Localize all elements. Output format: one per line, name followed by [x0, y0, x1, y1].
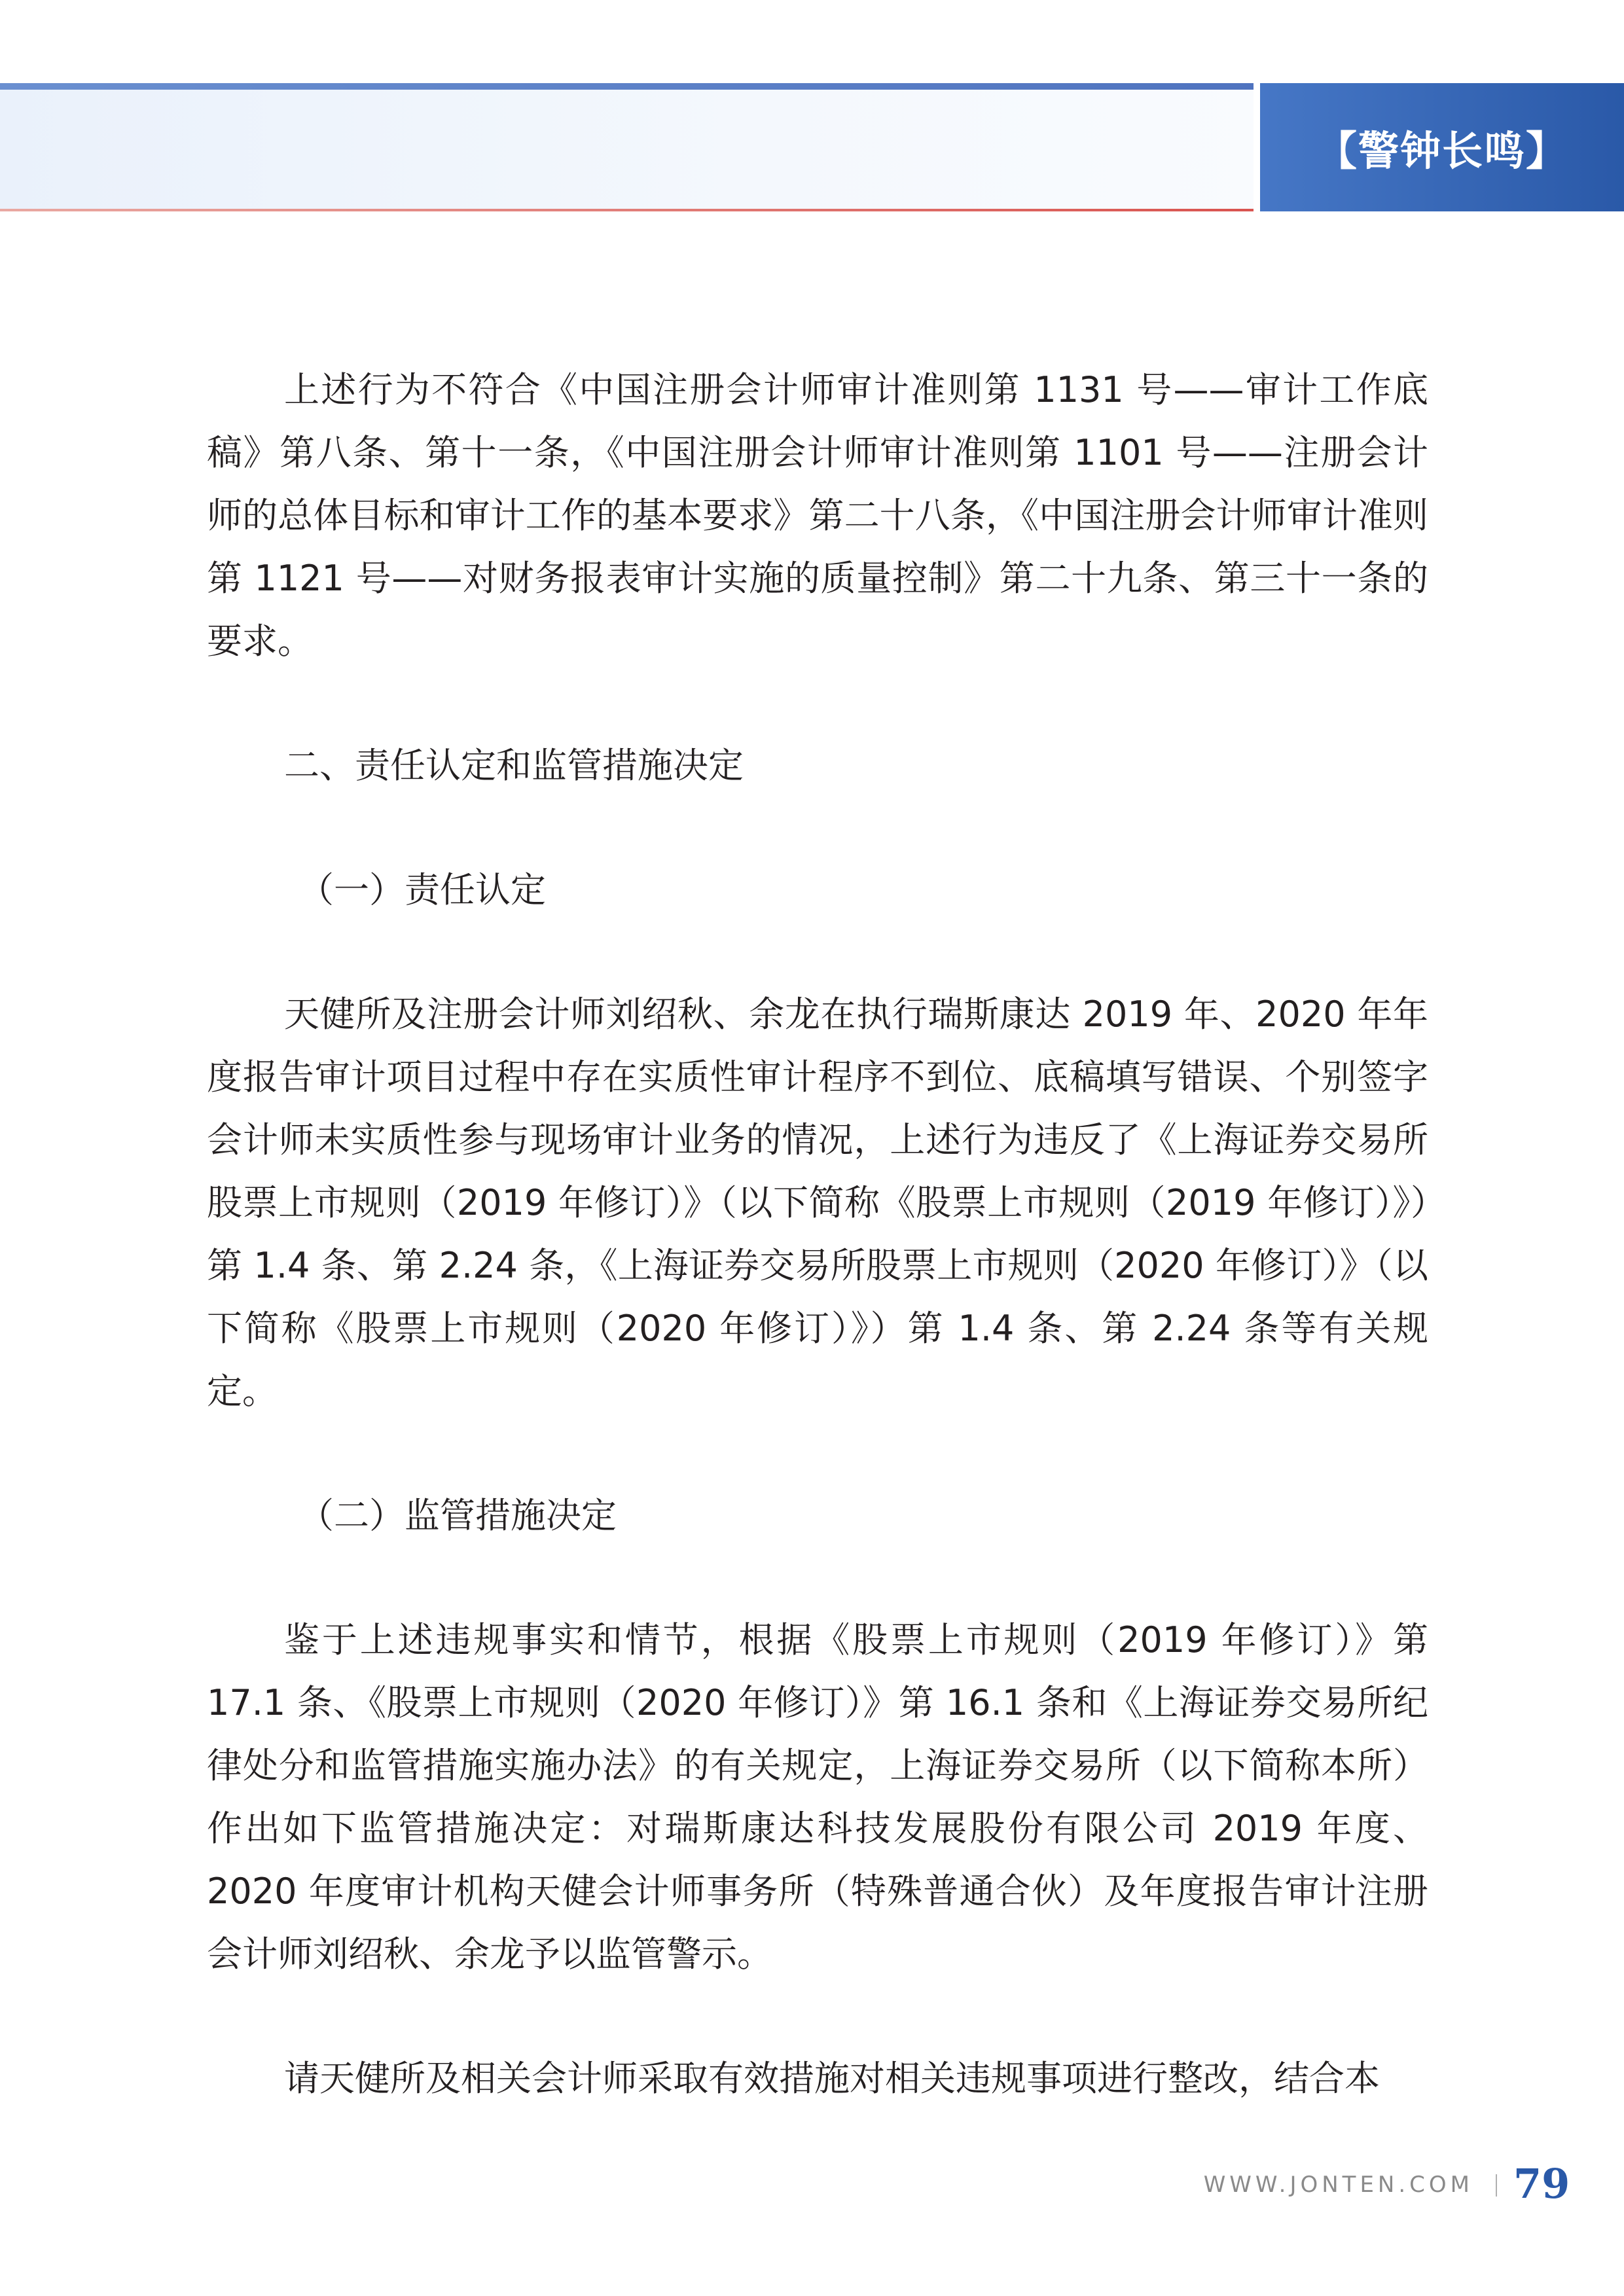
header-bottom-rule — [0, 209, 1260, 211]
footer-website: WWW.JONTEN.COM — [1203, 2172, 1473, 2198]
document-body — [207, 359, 1428, 2110]
subheading-responsibility: （一）责任认定 — [298, 869, 546, 910]
header-top-rule — [0, 83, 1260, 90]
paragraph-3: 鉴于上述违规事实和情节，根据《股票上市规则（2019 年修订）》第 17.1 条、《股票上市规则（2020 年修订）》第 16.1 条和《上海证券交易所纪律处分和监管措施实施办法》的有关规定，上海证券交易所（以下简称本所）作出如下监管措施决定：对瑞斯康达科技发展股份有限公司 2019 年度、2020 年度审计机构天健会计师事务所（特殊普通合伙）及年度报告审计注册会计师刘绍秋、余龙予以监管警示。 — [207, 1619, 1428, 1975]
section-label: 【警钟长鸣】 — [1316, 126, 1568, 175]
section-heading: 二、责任认定和监管措施决定 — [284, 745, 744, 786]
paragraph-2: 天健所及注册会计师刘绍秋、余龙在执行瑞斯康达 2019 年、2020 年年度报告审计项目过程中存在实质性审计程序不到位、底稿填写错误、个别签字会计师未实质性参与现场审计业务的情况，上述行为违反了《上海证券交易所股票上市规则（2019 年修订）》（以下简称《股票上市规则（2019 年修订）》）第 1.4 条、第 2.24 条，《上海证券交易所股票上市规则（2020 年修订）》（以下简称《股票上市规则（2020 年修订）》）第 1.4 条、第 2.24 条等有关规定。 — [207, 994, 1428, 1412]
footer-separator — [1496, 2174, 1497, 2197]
paragraph-1: 上述行为不符合《中国注册会计师审计准则第 1131 号——审计工作底稿》第八条、第十一条，《中国注册会计师审计准则第 1101 号——注册会计师的总体目标和审计工作的基本要求》第二十八条，《中国注册会计师审计准则第 1121 号——对财务报表审计实施的质量控制》第二十九条、第三十一条的要求。 — [207, 369, 1428, 662]
header-band — [0, 90, 1260, 211]
subheading-measures: （二）监管措施决定 — [298, 1495, 617, 1536]
page-number: 79 — [1513, 2160, 1570, 2208]
paragraph-4: 请天健所及相关会计师采取有效措施对相关违规事项进行整改，结合本 — [284, 2058, 1380, 2099]
